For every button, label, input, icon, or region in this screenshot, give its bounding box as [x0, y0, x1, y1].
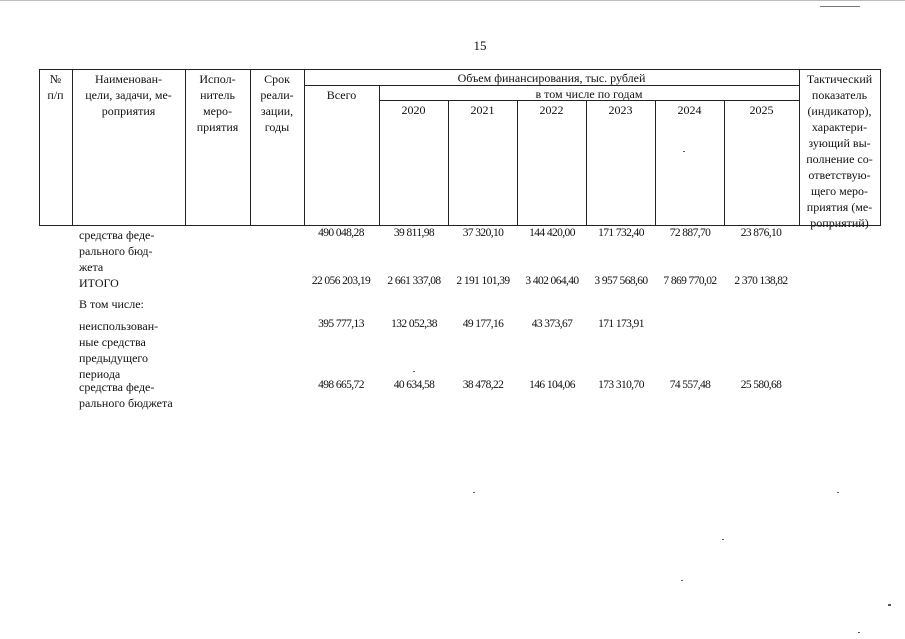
row-label: неиспользован- ные средства предыдущего периода	[79, 319, 159, 381]
value-2024: 74 557,48	[669, 379, 711, 391]
header-executor: Испол- нитель меро- приятия	[196, 72, 239, 134]
value-2020: 39 811,98	[393, 227, 435, 239]
header-term: Срок реали- зации, годы	[260, 72, 294, 134]
row-label: В том числе:	[79, 297, 144, 311]
header-year-2024: 2024	[677, 103, 702, 117]
header-num: № п/п	[47, 72, 64, 102]
scan-top-mark	[820, 6, 860, 7]
header-year-2021: 2021	[470, 103, 495, 117]
value-2022: 146 104,06	[529, 379, 575, 391]
row-label: ИТОГО	[79, 276, 119, 290]
value-2020: 132 052,38	[391, 318, 437, 330]
value-2020: 40 634,58	[393, 379, 435, 391]
row-label: средства феде- рального бюджета	[79, 380, 173, 410]
value-2021: 37 320,10	[462, 227, 504, 239]
value-total: 498 665,72	[318, 379, 364, 391]
value-2024: 72 887,70	[669, 227, 711, 239]
header-total: Всего	[326, 88, 357, 102]
page-number: 15	[473, 38, 487, 53]
value-2025: 25 580,68	[740, 379, 782, 391]
value-2023: 171 732,40	[598, 227, 644, 239]
row-label: средства феде- рального бюд- жета	[79, 228, 155, 274]
value-2022: 144 420,00	[529, 227, 575, 239]
value-2020: 2 661 337,08	[387, 275, 441, 287]
value-2021: 2 191 101,39	[456, 275, 510, 287]
header-year-2020: 2020	[401, 103, 426, 117]
header-indicator: Тактический показатель (индикатор), характери- зующий вы- полнение со- ответствую- щего меро- приятия (ме- роприятий)	[806, 72, 873, 230]
value-2025: 2 370 138,82	[734, 275, 788, 287]
value-total: 395 777,13	[318, 318, 364, 330]
header-year-2023: 2023	[608, 103, 633, 117]
header-name: Наименован- цели, задачи, ме- роприятия	[85, 72, 172, 118]
value-2023: 173 310,70	[598, 379, 644, 391]
header-year-2025: 2025	[749, 103, 774, 117]
header-by-years: в том числе по годам	[535, 87, 643, 101]
value-2021: 49 177,16	[462, 318, 504, 330]
header-funding: Объем финансирования, тыс. рублей	[457, 71, 646, 85]
value-2025: 23 876,10	[740, 227, 782, 239]
header-year-2022: 2022	[539, 103, 564, 117]
value-2021: 38 478,22	[462, 379, 504, 391]
value-2023: 3 957 568,60	[594, 275, 648, 287]
value-2022: 3 402 064,40	[525, 275, 579, 287]
value-total: 490 048,28	[318, 227, 364, 239]
value-2023: 171 173,91	[598, 318, 644, 330]
scan-top-edge	[0, 0, 905, 1]
value-2022: 43 373,67	[531, 318, 573, 330]
value-2024: 7 869 770,02	[663, 275, 717, 287]
value-total: 22 056 203,19	[311, 275, 371, 287]
